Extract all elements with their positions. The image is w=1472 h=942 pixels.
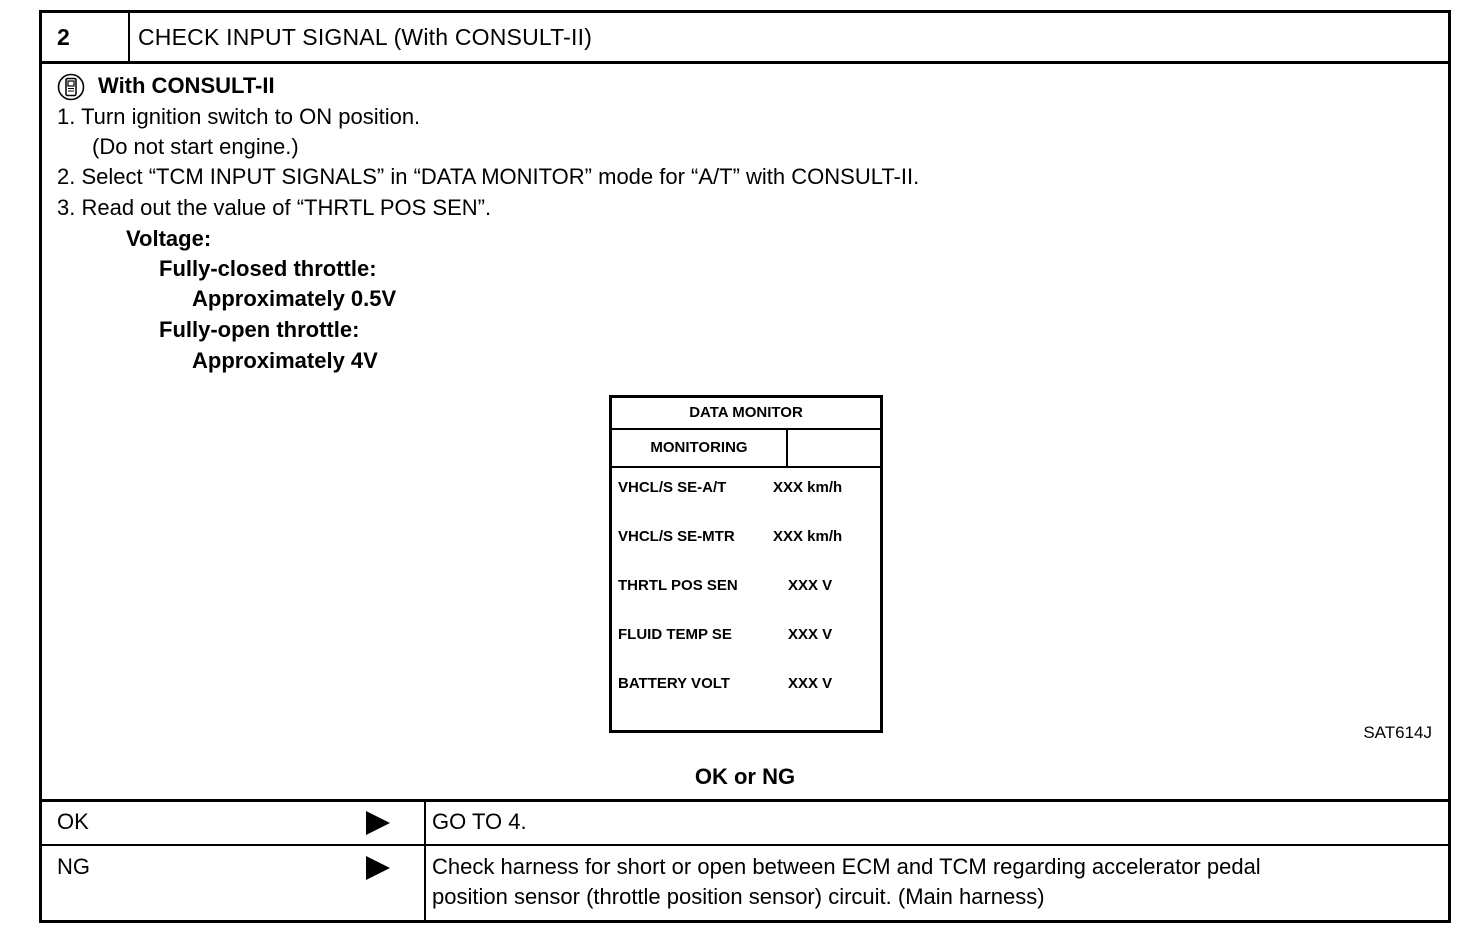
monitor-item-value: XXX V [788, 577, 833, 594]
ok-label: OK [57, 809, 89, 834]
procedure-table [39, 10, 1451, 923]
consult-tool-icon [57, 73, 85, 101]
arrow-right-icon [365, 810, 391, 836]
data-monitor-screen [609, 395, 883, 733]
ng-label: NG [57, 854, 90, 879]
ng-action-line-1: Check harness for short or open between ECM and TCM regarding accelerator pedal [432, 854, 1261, 879]
arrow-right-icon [365, 855, 391, 881]
result-column-divider [424, 800, 426, 923]
monitor-item-value: XXX km/h [773, 479, 843, 496]
spec-closed-value: Approximately 0.5V [192, 286, 397, 311]
monitor-item-label: BATTERY VOLT [618, 675, 730, 692]
decision-question: OK or NG [694, 764, 796, 789]
monitor-item-label: VHCL/S SE-A/T [618, 479, 727, 496]
step-number: 2 [42, 13, 130, 61]
monitor-item-label: THRTL POS SEN [618, 577, 738, 594]
step-1-note: (Do not start engine.) [92, 134, 299, 159]
step-3: 3. Read out the value of “THRTL POS SEN”. [57, 195, 492, 220]
monitor-item-value: XXX V [788, 675, 833, 692]
monitor-item-value: XXX km/h [773, 528, 843, 545]
monitoring-label: MONITORING [612, 430, 788, 466]
monitor-item-value: XXX V [788, 626, 833, 643]
step-2: 2. Select “TCM INPUT SIGNALS” in “DATA MONITOR” mode for “A/T” with CONSULT-II. [57, 164, 920, 189]
spec-open-value: Approximately 4V [192, 348, 378, 373]
spec-open-label: Fully-open throttle: [159, 317, 360, 342]
spec-closed-label: Fully-closed throttle: [159, 256, 377, 281]
step-1: 1. Turn ignition switch to ON position. [57, 104, 421, 129]
monitor-divider [612, 466, 880, 468]
ok-action: GO TO 4. [432, 809, 527, 834]
spec-heading: Voltage: [126, 226, 212, 251]
header-row [42, 13, 1448, 64]
procedure-body [42, 64, 1448, 799]
ng-action-line-2: position sensor (throttle position sensor) circuit. (Main harness) [432, 884, 1045, 909]
result-divider [42, 844, 1448, 846]
figure-code: SAT614J [1363, 723, 1432, 742]
monitor-item-label: VHCL/S SE-MTR [618, 528, 735, 545]
monitor-item-label: FLUID TEMP SE [618, 626, 732, 643]
data-monitor-title: DATA MONITOR [612, 398, 880, 430]
consult-mode-label: With CONSULT-II [98, 73, 275, 98]
step-title: CHECK INPUT SIGNAL (With CONSULT-II) [138, 24, 593, 50]
result-divider [42, 799, 1448, 802]
